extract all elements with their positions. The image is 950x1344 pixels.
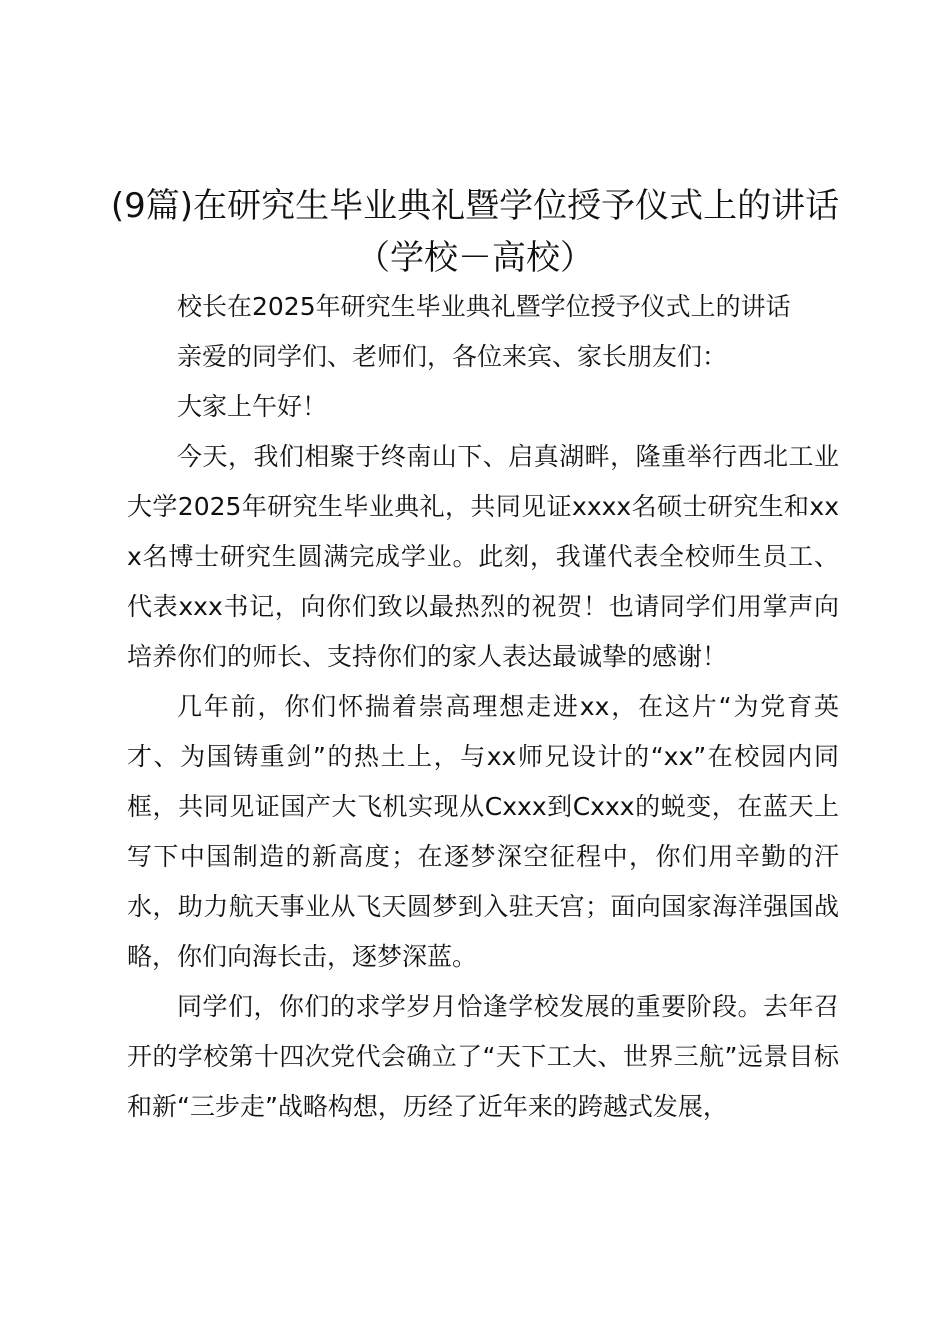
greeting: 大家上午好！	[177, 392, 328, 421]
paragraph-students: 同学们，你们的求学岁月恰逢学校发展的重要阶段。去年召开的学校第十四次党代会确立了“天下工大、世界三航”远景目标和新“三步走”战略构想，历经了近年来的跨越式发展，	[127, 992, 839, 1121]
speech-heading: 校长在2025年研究生毕业典礼暨学位授予仪式上的讲话	[177, 292, 791, 321]
paragraph-years-ago: 几年前，你们怀揣着崇高理想走进xx，在这片“为党育英才、为国铸重剑”的热土上，与xx师兄设计的“xx”在校园内同框，共同见证国产大飞机实现从Cxxx到Cxxx的蜕变，在蓝天上写下中国制造的新高度；在逐梦深空征程中，你们用辛勤的汗水，助力航天事业从飞天圆梦到入驻天宫；面向国家海洋强国战略，你们向海长击，逐梦深蓝。	[127, 692, 839, 971]
salutation: 亲爱的同学们、老师们，各位来宾、家长朋友们：	[177, 342, 728, 371]
document-body	[127, 282, 839, 1132]
document-title: (9篇)在研究生毕业典礼暨学位授予仪式上的讲话（学校－高校）	[110, 186, 840, 278]
paragraph-today: 今天，我们相聚于终南山下、启真湖畔，隆重举行西北工业大学2025年研究生毕业典礼，共同见证xxxx名硕士研究生和xxx名博士研究生圆满完成学业。此刻，我谨代表全校师生员工、代表xxx书记，向你们致以最热烈的祝贺！也请同学们用掌声向培养你们的师长、支持你们的家人表达最诚挚的感谢！	[127, 442, 839, 671]
